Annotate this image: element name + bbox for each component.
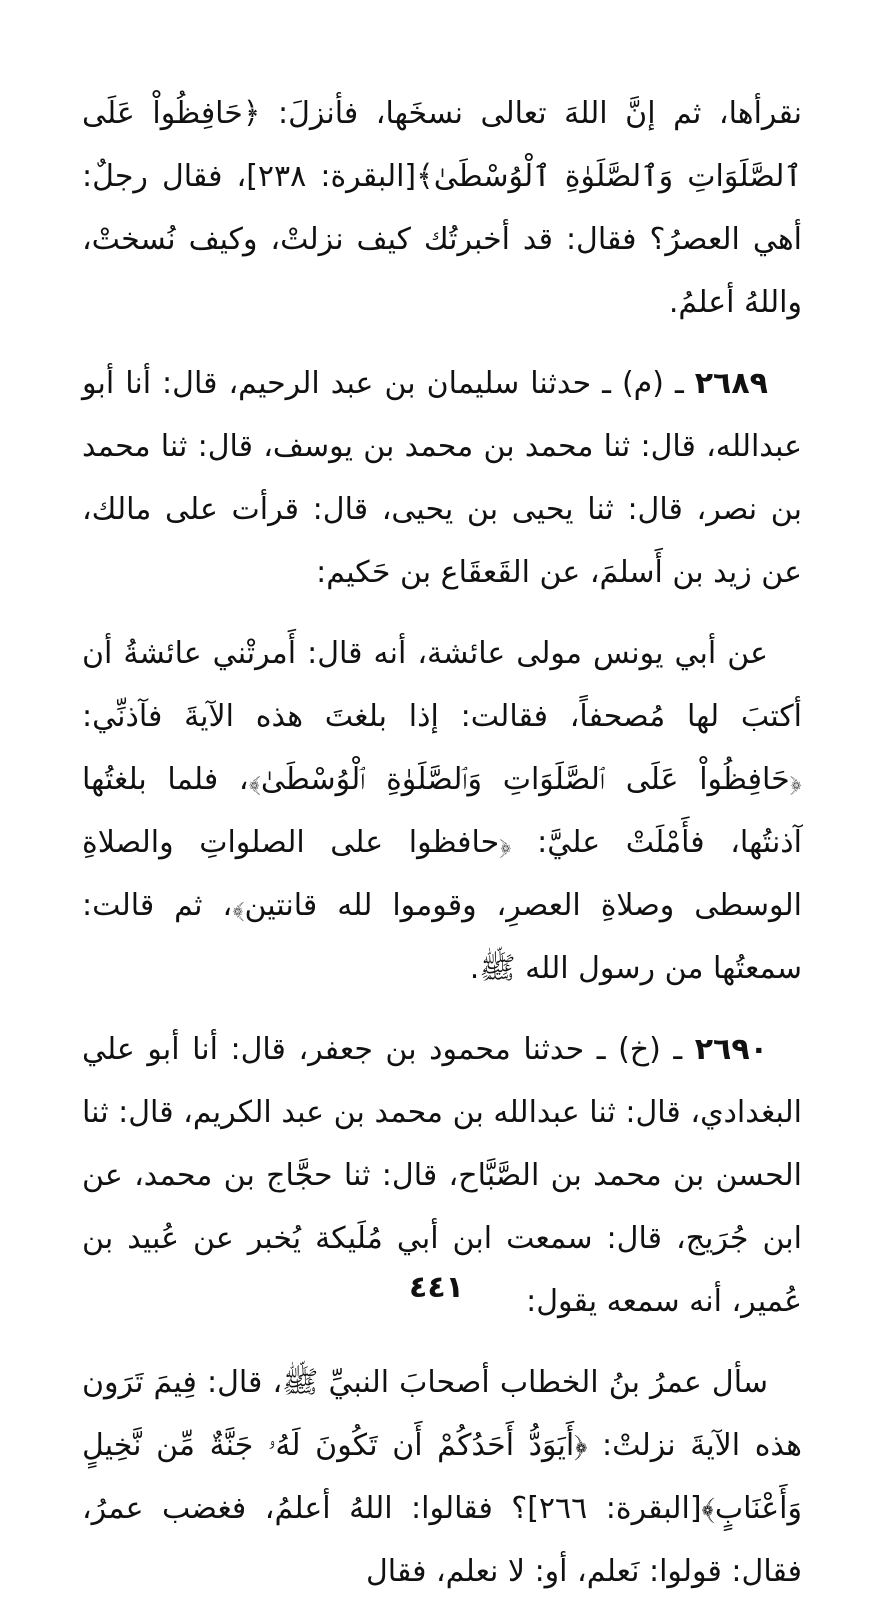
paragraph-text: ـ (م) ـ حدثنا سليمان بن عبد الرحيم، قال: أنا أبو عبدالله، قال: ثنا محمد بن محمد بن يوسف، قال: ثنا محمد بن نصر، قال: ثنا يحيى بن يحيى، قال: قرأت على مالك، عن زيد بن أَسلمَ، عن القَعقَاع بن حَكيم: <box>82 366 802 590</box>
paragraph-text: ـ (خ) ـ حدثنا محمود بن جعفر، قال: أنا أبو علي البغدادي، قال: ثنا عبدالله بن محمد بن عبد الكريم، قال: ثنا الحسن بن محمد بن الصَّبَّاح، قال: ثنا حجَّاج بن محمد، عن ابن جُرَيج، قال: سمعت ابن أبي مُلَيكة يُخبر عن عُبيد بن عُمير، أنه سمعه يقول: <box>82 1032 802 1319</box>
paragraph-text: عن أبي يونس مولى عائشة، أنه قال: أَمرتْني عائشةُ أن أكتبَ لها مُصحفاً، فقالت: إذا بلغتَ هذه الآيةَ فآذنِّي: ﴿حَافِظُواْ عَلَى ٱلصَّلَوَاتِ وَٱلصَّلَوٰةِ ٱلْوُسْطَىٰ﴾، فلما بلغتُها آذنتُها، فأَمْلَتْ عليَّ: ﴿حافظوا على الصلواتِ والصلاةِ الوسطى وصلاةِ العصرِ، وقوموا لله قانتين﴾، ثم قالت: سمعتُها من رسول الله ﷺ. <box>82 636 802 986</box>
hadith-2689-body <box>82 622 802 1000</box>
hadith-2690-body <box>82 1351 802 1603</box>
paragraph-text: نقرأها، ثم إنَّ اللهَ تعالى نسخَها، فأنزلَ: ﴿حَافِظُواْ عَلَى ٱلصَّلَوَاتِ وَٱلصَّلَوٰةِ ٱلْوُسْطَىٰ﴾[البقرة: ٢٣٨]، فقال رجلٌ: أهي العصرُ؟ فقال: قد أخبرتُك كيف نزلتْ، وكيف نُسختْ، واللهُ أعلمُ. <box>82 96 802 320</box>
paragraph-continuation <box>82 82 802 334</box>
paragraph-text: سأل عمرُ بنُ الخطاب أصحابَ النبيِّ ﷺ، قال: فِيمَ تَرَون هذه الآيةَ نزلتْ: ﴿أَيَوَدُّ أَحَدُكُمْ أَن تَكُونَ لَهُۥ جَنَّةٌ مِّن نَّخِيلٍ وَأَعْنَابٍ﴾[البقرة: ٢٦٦]؟ فقالوا: اللهُ أعلمُ، فغضب عمرُ، فقال: قولوا: نَعلم، أو: لا نعلم، فقال <box>82 1365 802 1589</box>
hadith-2689-chain <box>82 352 802 604</box>
page-number: ٤٤١ <box>409 1270 464 1305</box>
hadith-number: ٢٦٩٠ <box>694 1032 768 1067</box>
hadith-number: ٢٦٨٩ <box>694 366 768 401</box>
main-text <box>82 82 802 1603</box>
